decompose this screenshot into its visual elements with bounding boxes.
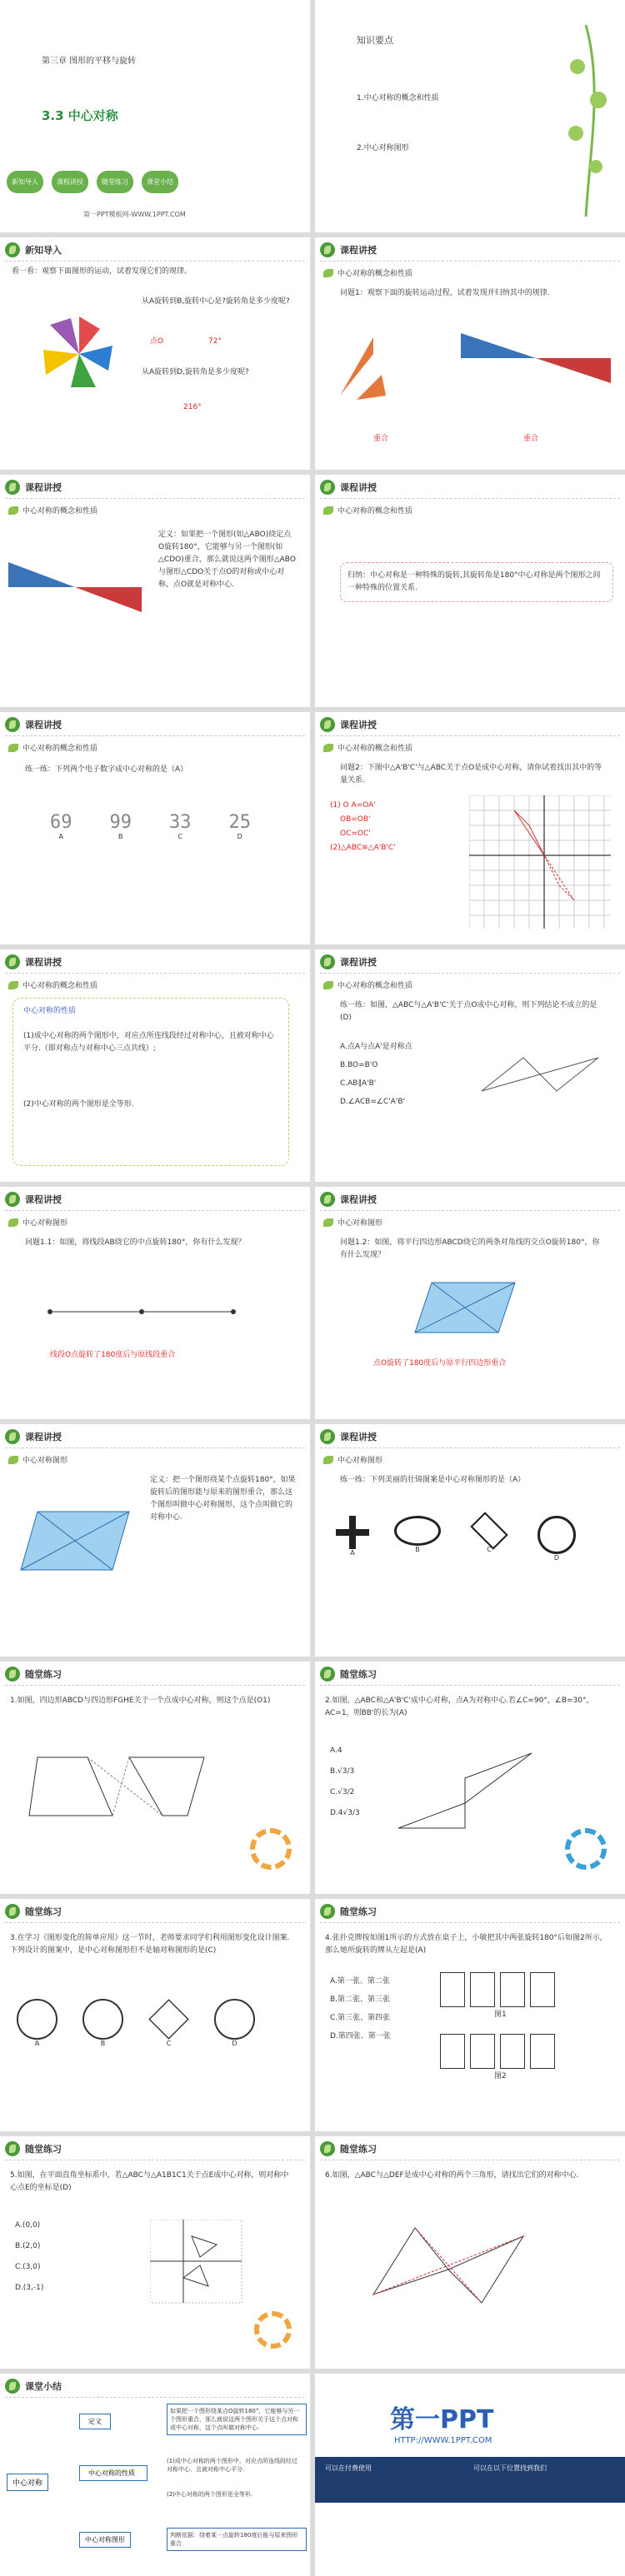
question-text: 4.张扑克牌按如图1所示的方式放在桌子上，小敏把其中两张旋转180°后如图2所示，那么她所旋转的牌从左起是(A)	[325, 1934, 608, 1955]
question-text: 1.如图，四边形ABCD与四边形FGHE关于一个点成中心对称，则这个点是(O1)	[10, 1697, 271, 1705]
answer-text: 线段O点旋转了180度后与原线段重合	[50, 1351, 176, 1359]
q1-answer-center: 点O	[150, 337, 164, 346]
option-c[interactable]: C.(3,0)	[15, 2263, 41, 2271]
answer-3: OC=OC'	[340, 830, 371, 838]
question-text: 问题1：观察下面的旋转运动过程，试着发现并归纳其中的规律.	[340, 289, 550, 297]
option-label-a: A	[58, 833, 63, 840]
pattern-options	[336, 1516, 576, 1562]
flower-icon	[17, 1999, 58, 2040]
leaf-logo-icon	[5, 1904, 20, 1919]
slide-practice-triangles	[315, 949, 625, 1182]
leaf-logo-icon	[320, 1429, 335, 1444]
pinwheel-icon	[148, 1999, 189, 2040]
gears-icon	[254, 2311, 292, 2349]
slide-header: 课程讲授	[340, 1194, 377, 1205]
option-label-c: C	[487, 1546, 492, 1553]
pattern-a-icon	[336, 1516, 369, 1549]
leaf-bullet-icon	[8, 1456, 18, 1464]
leaf-logo-icon	[320, 1904, 335, 1919]
slide-parallelogram-question	[315, 1187, 625, 1419]
slide-rotation-question	[315, 237, 625, 470]
question-text: 6.如图，△ABC与△DEF是成中心对称的两个三角形，请找出它们的对称中心.	[325, 2171, 579, 2180]
triangle-pair-figure	[473, 1049, 607, 1099]
slide-practice-3	[0, 1899, 310, 2131]
digit-c: 33	[169, 812, 192, 833]
slide-header: 课程讲授	[340, 720, 377, 730]
leaf-logo-icon	[320, 2141, 335, 2156]
section-subtitle: 中心对称图形	[22, 1219, 68, 1228]
practice-question: 练一练：下列两个电子数字成中心对称的是（A）	[25, 765, 188, 774]
nav-item-xiaojie[interactable]: 课堂小结	[142, 171, 178, 193]
slide-header: 课程讲授	[25, 1432, 62, 1442]
leaf-bullet-icon	[8, 506, 18, 515]
induction-note: 归纳：中心对称是一种特殊的旋转,其旋转角是180°中心对称是两个图形之间一种特殊的位置关系.	[340, 562, 613, 602]
pattern-c-icon	[470, 1512, 508, 1550]
pattern-d-icon	[538, 1516, 576, 1554]
section-subtitle: 中心对称的概念和性质	[338, 270, 413, 278]
leaf-logo-icon	[320, 717, 335, 732]
knowledge-item-2: 2.中心对称图形	[357, 144, 409, 152]
right-triangles-figure	[390, 1745, 557, 1836]
q2-text: 从A旋转到D,旋转角是多少度呢?	[142, 368, 249, 376]
slide-definition	[0, 475, 310, 707]
slide-knowledge-points	[315, 0, 625, 232]
leaf-bullet-icon	[323, 269, 333, 277]
nav-item-suitang[interactable]: 随堂练习	[97, 171, 133, 193]
option-a[interactable]: A.(0,0)	[15, 2221, 41, 2230]
leaf-logo-icon	[5, 717, 20, 732]
leaf-logo-icon	[320, 1667, 335, 1682]
slide-practice-5	[0, 2136, 310, 2369]
properties-box	[12, 998, 289, 1166]
summary-figure-text: 判断依据：绕着某一点旋转180度后能与原来图形重合	[167, 2528, 307, 2551]
slide-segment-question	[0, 1187, 310, 1419]
quadrilaterals-figure	[21, 1741, 221, 1832]
brand-info-band	[315, 2457, 625, 2503]
option-label-b: B	[118, 833, 123, 840]
fig2-caption: 图2	[494, 2072, 507, 2080]
option-label-a: A	[350, 1549, 355, 1557]
slide-intro	[0, 237, 310, 470]
pinwheel-figure	[33, 308, 125, 400]
answer-1: (1) O A=OA'	[330, 801, 376, 810]
slide-brocade-practice	[315, 1424, 625, 1657]
digit-d: 25	[228, 812, 251, 833]
option-label-c: C	[166, 2040, 172, 2047]
slide-header: 课程讲授	[25, 1194, 62, 1205]
leaf-bullet-icon	[8, 1218, 18, 1227]
slide-header: 课程讲授	[340, 245, 377, 256]
chapter-title: 第三章 图形的平移与旋转	[42, 57, 137, 66]
option-b[interactable]: B.第二张、第三张	[330, 1996, 391, 2004]
option-b[interactable]: B.BO=B'O	[340, 1061, 378, 1069]
summary-branch-figure: 中心对称图形	[79, 2532, 131, 2548]
cover-footer: 第一PPT模板网-WWW.1PPT.COM	[83, 211, 186, 218]
slide-header: 课程讲授	[25, 957, 62, 968]
brand-logo: 第一PPT	[390, 2405, 494, 2434]
option-label-d: D	[237, 833, 242, 840]
leaf-logo-icon	[320, 954, 335, 969]
leaf-bullet-icon	[323, 744, 333, 752]
slide-header: 课程讲授	[25, 720, 62, 730]
leaf-bullet-icon	[323, 1456, 333, 1464]
gears-icon	[565, 1828, 607, 1870]
knowledge-item-1: 1.中心对称的概念和性质	[357, 94, 439, 102]
summary-prop-1: (1)成中心对称的两个图形中，对应点所连线段经过对称中心，且被对称中心平分.	[167, 2458, 298, 2473]
leaf-logo-icon	[5, 954, 20, 969]
option-label-d: D	[232, 2040, 238, 2047]
nav-bar	[7, 171, 178, 193]
option-c[interactable]: C.√3/2	[330, 1788, 355, 1796]
slide-header: 随堂练习	[25, 2144, 62, 2155]
slide-practice-6	[315, 2136, 625, 2369]
q1-answer-angle: 72°	[208, 337, 222, 346]
properties-title: 中心对称的性质	[23, 1007, 77, 1015]
slide-question-2	[315, 712, 625, 944]
question-text: 2.如图，△ABC和△A'B'C'成中心对称，点A为对称中心.若∠C=90°，∠B=30°，AC=1，则BB'的长为(A)	[325, 1697, 594, 1717]
coordinate-figure	[150, 2220, 250, 2311]
bowtie-triangles	[452, 325, 619, 400]
central-symmetry-triangles	[4, 554, 146, 620]
leaf-logo-icon	[320, 1192, 335, 1207]
parallelogram-figure	[407, 1274, 523, 1341]
leaf-logo-icon	[5, 2141, 20, 2156]
answer-text: 点O旋转了180度后与原平行四边形重合	[373, 1359, 507, 1368]
leaf-bullet-icon	[323, 981, 333, 989]
section-subtitle: 中心对称图形	[338, 1219, 383, 1228]
section-subtitle: 中心对称的概念和性质	[22, 982, 98, 990]
question-text: 问题1.1：如图，将线段AB绕它的中点旋转180°，你有什么发现？	[25, 1238, 246, 1247]
slide-header: 课程讲授	[340, 1432, 377, 1442]
summary-def-text: 如果把一个图形绕某点O旋转180°，它能够与另一个图形重合，那么就说这两个图形关于这个点对称或中心对称，这个点叫做对称中心.	[167, 2404, 307, 2435]
property-2: (2)中心对称的两个图形是全等形.	[23, 1100, 134, 1109]
definition-text: 定义：如果把一个图形(如△ABO)绕定点O旋转180°，它能够与另一个图形(如△CDO)重合，那么就说这两个图形△ABO与图形△CDO关于点O的对称或中心对称，点O就是对称中心.	[158, 531, 296, 589]
slide-header: 新知导入	[25, 245, 62, 256]
leaf-logo-icon	[5, 480, 20, 495]
slide-properties	[0, 949, 310, 1182]
col1-title: 可以在付费使用	[325, 2464, 372, 2472]
practice-question: 练一练：如图，△ABC与△A'B'C'关于点O成中心对称，则下列结论不成立的是(D)	[340, 1001, 598, 1022]
leaf-logo-icon	[5, 242, 20, 257]
circle-square-icon	[82, 1999, 123, 2040]
leaf-logo-icon	[5, 2379, 20, 2394]
option-a[interactable]: A.4	[330, 1746, 342, 1755]
leaf-bullet-icon	[8, 744, 18, 752]
option-label-b: B	[100, 2040, 106, 2047]
answer-2: OB=OB'	[340, 815, 371, 824]
digit-b: 99	[109, 812, 132, 833]
question-text: 问题1.2：如图，将平行四边形ABCD绕它的两条对角线的交点O旋转180°，你有什么发现？	[340, 1238, 600, 1259]
slide-header: 课堂小结	[25, 2381, 62, 2392]
leaf-bullet-icon	[323, 1218, 333, 1227]
question-text: 问题2：下图中△A'B'C'与△ABC关于点O是成中心对称，请你试着找出其中的等量关系.	[340, 764, 602, 785]
practice-question: 练一练：下列美丽的壮锦图案是中心对称图形的是（A）	[340, 1476, 526, 1484]
option-b[interactable]: B.(2,0)	[15, 2242, 41, 2250]
leaf-logo-icon	[320, 480, 335, 495]
option-a[interactable]: A.第一张、第二张	[330, 1977, 390, 1986]
option-d[interactable]: D.第四张、第一张	[330, 2032, 391, 2040]
slide-practice-4	[315, 1899, 625, 2131]
definition-text: 定义：把一个图形绕某个点旋转180°，如果旋转后的图形能与原来的图形重合，那么这个图形叫做中心对称图形，这个点叫做它的对称中心.	[150, 1476, 296, 1522]
question-text: 5.如图，在平面直角坐标系中，若△ABC与△A1B1C1关于点E成中心对称，则对称中心点E的坐标是(D)	[10, 2171, 289, 2192]
cards-figure-1	[440, 1972, 555, 2007]
option-label-c: C	[178, 833, 183, 840]
nav-item-kecheng[interactable]: 课程讲授	[52, 171, 88, 193]
section-subtitle: 中心对称图形	[338, 1457, 383, 1465]
slide-header: 随堂练习	[25, 1669, 62, 1680]
option-c[interactable]: C.AB∥A'B'	[340, 1079, 377, 1088]
leaf-logo-icon	[5, 1667, 20, 1682]
slide-cover	[0, 0, 310, 232]
section-subtitle: 中心对称的概念和性质	[22, 745, 98, 753]
digit-a: 69	[50, 812, 72, 833]
cross-icon	[214, 1999, 255, 2040]
slide-header: 课程讲授	[340, 957, 377, 968]
leaf-bullet-icon	[323, 506, 333, 515]
col2-title: 可以在以下位置找到我们	[473, 2464, 547, 2472]
coincide-label-right: 重合	[523, 435, 539, 443]
option-b[interactable]: B.√3/3	[330, 1767, 355, 1776]
slide-brand	[315, 2374, 625, 2576]
option-label-b: B	[415, 1546, 420, 1553]
leaf-logo-icon	[5, 1192, 20, 1207]
intro-text: 看一看：观察下面图形的运动，试着发现它们的规律。	[12, 267, 192, 276]
leaf-logo-icon	[5, 1429, 20, 1444]
option-label-a: A	[34, 2040, 40, 2047]
triangles-def-figure	[365, 2220, 532, 2311]
answer-4: (2)△ABC≌△A'B'C'	[330, 844, 396, 852]
property-1: (1)成中心对称的两个图形中，对应点所连线段经过对称中心，且被对称中心平分.（即对称点与对称中心三点共线）;	[23, 1032, 274, 1053]
summary-branch-def: 定义	[79, 2414, 111, 2429]
coordinate-grid	[469, 795, 619, 937]
section-subtitle: 中心对称的概念和性质	[338, 745, 413, 753]
option-a[interactable]: A.点A与点A'是对称点	[340, 1043, 412, 1051]
section-subtitle: 中心对称图形	[22, 1457, 68, 1465]
slide-summary	[0, 2374, 310, 2576]
slide-header: 随堂练习	[340, 1669, 377, 1680]
cards-figure-2	[440, 2034, 555, 2069]
leaf-logo-icon	[320, 242, 335, 257]
pattern-b-icon	[394, 1516, 441, 1546]
gears-icon	[250, 1828, 292, 1870]
design-options	[17, 1999, 255, 2047]
nav-item-xinzhi[interactable]: 新知导入	[7, 171, 43, 193]
coincide-label-left: 重合	[373, 435, 389, 443]
segment-ab	[42, 1303, 242, 1320]
slide-practice-2	[315, 1662, 625, 1894]
leaf-bullet-icon	[8, 981, 18, 989]
lesson-title: 3.3 中心对称	[42, 108, 118, 123]
slide-practice-digits	[0, 712, 310, 944]
slide-header: 随堂练习	[25, 1906, 62, 1917]
section-subtitle: 中心对称的概念和性质	[338, 507, 413, 516]
digit-options	[50, 812, 251, 840]
option-d[interactable]: D.(3,-1)	[15, 2284, 44, 2292]
slide-header: 随堂练习	[340, 1906, 377, 1917]
option-d[interactable]: D.4√3/3	[330, 1809, 360, 1817]
slide-header: 课程讲授	[25, 482, 62, 493]
q2-answer: 216°	[183, 403, 202, 411]
slide-practice-1	[0, 1662, 310, 1894]
summary-root: 中心对称	[7, 2474, 48, 2491]
q1-text: 从A旋转到B,旋转中心是?旋转角是多少度呢?	[142, 297, 290, 306]
brand-url[interactable]: HTTP://WWW.1PPT.COM	[394, 2436, 492, 2445]
knowledge-title: 知识要点	[357, 35, 393, 46]
branch-illustration	[552, 17, 619, 225]
section-subtitle: 中心对称的概念和性质	[22, 507, 98, 516]
option-d[interactable]: D.∠ACB=∠C'A'B'	[340, 1098, 405, 1106]
slide-header: 随堂练习	[340, 2144, 377, 2155]
section-subtitle: 中心对称的概念和性质	[338, 982, 413, 990]
question-text: 3.在学习《图形变化的简单应用》这一节时，老师要求同学们利用图形变化设计图案.下列设计的图案中，是中心对称图形但不是轴对称图形的是(C)	[10, 1934, 290, 1955]
summary-branch-prop: 中心对称的性质	[79, 2465, 148, 2481]
option-label-d: D	[553, 1554, 560, 1562]
slide-center-figure-def	[0, 1424, 310, 1657]
fig1-caption: 图1	[494, 2010, 507, 2019]
rhombus-figure	[12, 1503, 138, 1578]
slide-summary-note	[315, 475, 625, 707]
option-c[interactable]: C.第三张、第四张	[330, 2014, 391, 2022]
slide-header: 课程讲授	[340, 482, 377, 493]
summary-prop-2: (2)中心对称的两个图形是全等形.	[167, 2491, 253, 2498]
